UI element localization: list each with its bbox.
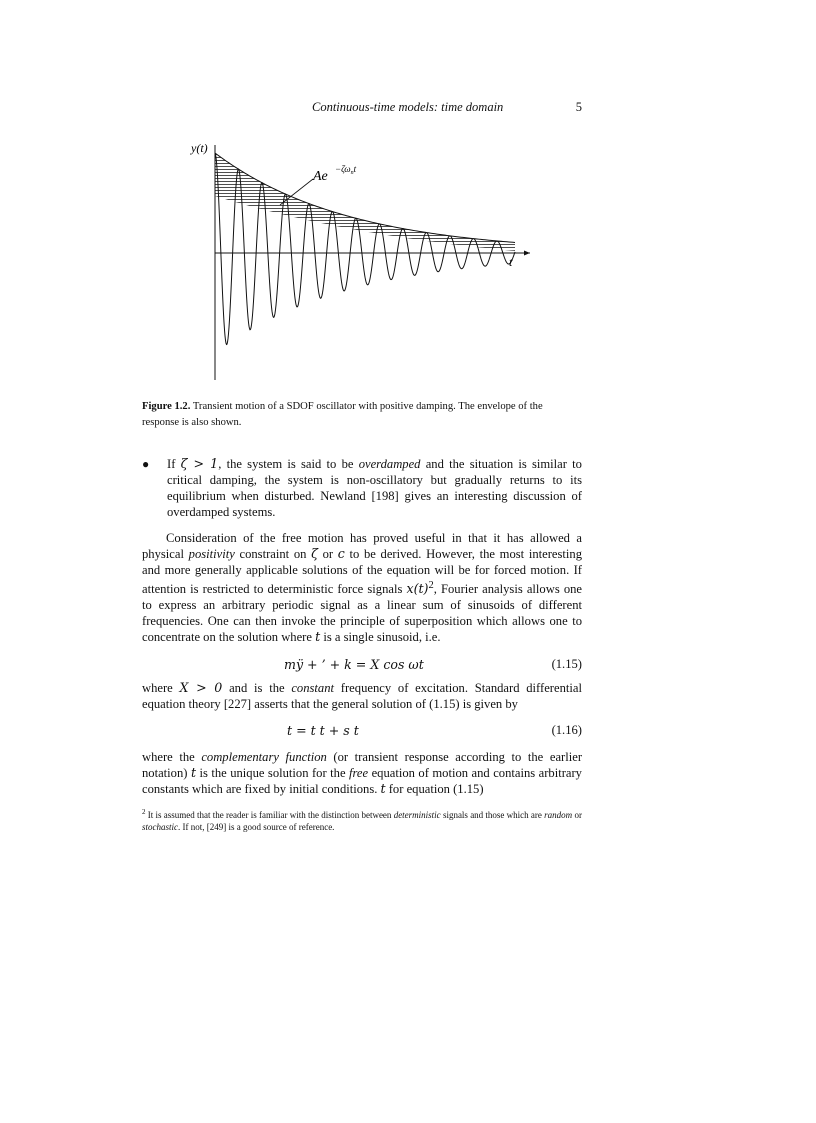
fn-t4: . If not, [249] is a good source of reference. bbox=[178, 822, 335, 832]
bullet-text-post: and the situation is similar to critical damping, the system is non-oscillatory but gradually returns to its equilibrium when disturbed. Newland [198] gives an interesting discussion of overdamped systems. bbox=[167, 457, 582, 519]
envelope-label bbox=[312, 164, 357, 184]
p1-m1: ζ bbox=[311, 546, 318, 561]
p3-t3: is the unique solution for the bbox=[196, 766, 349, 780]
bullet-dot: ● bbox=[142, 457, 150, 471]
p1-m2: c bbox=[337, 546, 345, 561]
fn-emph3: stochastic bbox=[142, 822, 178, 832]
header-title: Continuous-time models: time domain bbox=[312, 100, 504, 114]
p1-t6: is a single sinusoid, i.e. bbox=[320, 630, 441, 645]
caption-label: Figure 1.2. bbox=[142, 401, 191, 412]
paragraph-complementary-function bbox=[142, 749, 582, 797]
envelope-label-exponent bbox=[335, 164, 357, 176]
paragraph-forced-motion bbox=[142, 530, 582, 645]
fn-emph1: deterministic bbox=[393, 810, 441, 820]
p3-m1: t bbox=[190, 765, 196, 780]
p1-t5: , Fourier analysis allows one to express an arbitrary periodic signal as a linear sum of sinusoids of different frequencies. One can then invoke the principle of superposition which allows one to concentrate on the solution where bbox=[142, 582, 583, 645]
envelope-hatch bbox=[215, 153, 515, 251]
bullet-text-mid: , the system is said to be bbox=[218, 457, 359, 471]
p3-t5: for equation (1.15) bbox=[385, 782, 484, 796]
equation-1-16-number: (1.16) bbox=[551, 723, 582, 737]
p1-t4: to be derived. However, the most interesting and more generally applicable solutions of the equation will be for forced motion. If attention is restricted to deterministic force signals bbox=[142, 547, 582, 597]
caption-text: Transient motion of a SDOF oscillator with positive damping. The envelope of the response is also shown. bbox=[142, 401, 543, 428]
response-plot bbox=[185, 135, 545, 385]
page-number: 5 bbox=[575, 100, 582, 114]
exponent-main: −ζω bbox=[335, 164, 351, 174]
p2-t2: and is the bbox=[222, 681, 292, 695]
equation-1-15-body: mÿ + ’ + k = X cos ωt bbox=[284, 657, 424, 672]
footnote-mark: 2 bbox=[142, 808, 146, 816]
p1-t2: constraint on bbox=[234, 547, 312, 561]
p1-m3: x(t) bbox=[406, 581, 429, 597]
plot-layer bbox=[215, 145, 530, 380]
p3-t2: (or transient response according to the earlier notation) bbox=[142, 750, 583, 780]
figure-1-2 bbox=[185, 135, 545, 385]
p2-t3: frequency of excitation. Standard differential equation theory [227] asserts that the general solution of (1.15) is given by bbox=[142, 681, 582, 711]
p1-t1: Consideration of the free motion has proved useful in that it has allowed a physical bbox=[142, 531, 582, 561]
fn-t2: signals and those which are bbox=[440, 810, 545, 820]
fn-emph2: random bbox=[544, 810, 573, 820]
exponent-tail: t bbox=[353, 164, 357, 174]
x-axis-label: t bbox=[509, 255, 513, 269]
figure-caption bbox=[142, 399, 582, 431]
envelope-label-base: Ae bbox=[313, 169, 328, 184]
x-axis-arrow bbox=[524, 251, 530, 256]
p2-t1: where bbox=[142, 681, 180, 695]
p3-m2: t bbox=[380, 781, 386, 796]
equation-1-16 bbox=[142, 723, 582, 741]
exponent-sub: n bbox=[350, 170, 354, 176]
equation-1-16-body: t = t t + s t bbox=[287, 723, 359, 738]
fn-t3: or bbox=[572, 810, 582, 820]
p2-m1: X > 0 bbox=[179, 680, 223, 695]
paragraph-constant-frequency bbox=[142, 680, 582, 712]
bullet-emph: overdamped bbox=[358, 457, 421, 471]
running-header bbox=[300, 100, 582, 118]
p1-emph: positivity bbox=[188, 547, 235, 561]
p3-emph1: complementary function bbox=[201, 750, 327, 764]
footnote-2 bbox=[142, 806, 582, 833]
footnote-ref: 2 bbox=[428, 580, 434, 591]
p3-t4: equation of motion and contains arbitrary constants which are fixed by initial conditions. bbox=[142, 766, 582, 796]
bullet-text-pre: If bbox=[167, 457, 181, 471]
equation-1-15 bbox=[142, 657, 582, 675]
p2-emph: constant bbox=[291, 681, 335, 695]
p1-m4: t bbox=[315, 629, 321, 645]
bullet-math: ζ > 1 bbox=[180, 456, 219, 471]
equation-1-15-number: (1.15) bbox=[551, 657, 582, 671]
p3-t1: where the bbox=[142, 750, 202, 764]
bullet-text bbox=[167, 456, 582, 520]
fn-t1: It is assumed that the reader is familiar with the distinction between bbox=[145, 810, 394, 820]
y-axis-label: y(t) bbox=[191, 141, 208, 155]
p1-t3: or bbox=[317, 547, 338, 561]
p3-emph2: free bbox=[349, 766, 369, 780]
